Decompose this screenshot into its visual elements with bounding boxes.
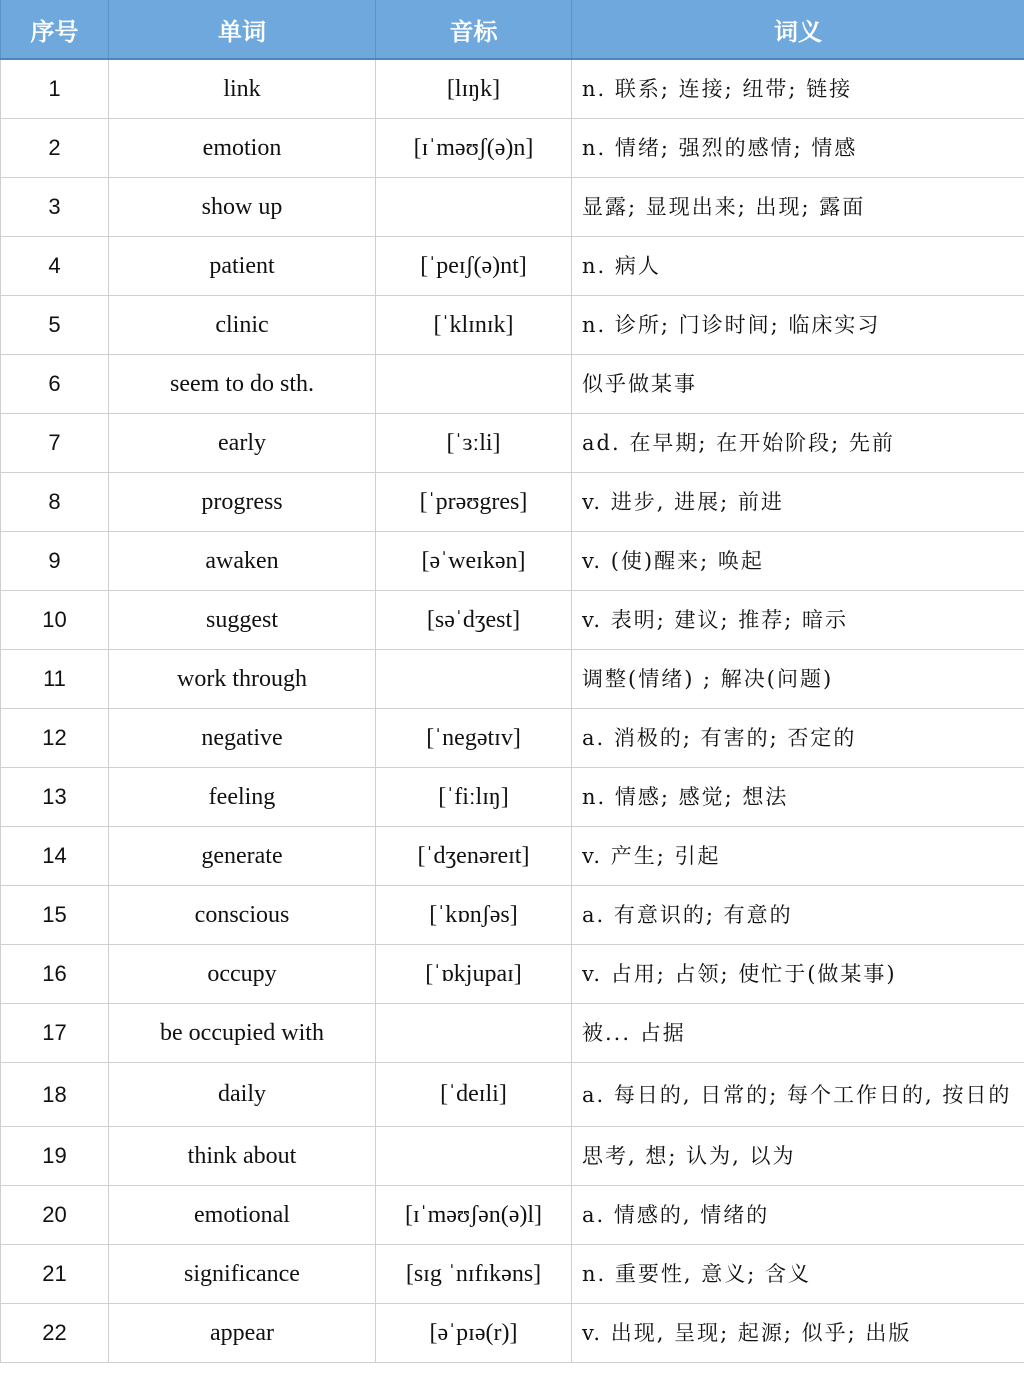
table-row: [1, 1186, 1024, 1245]
row-index: 14: [1, 827, 109, 886]
row-phonetic: [ɪˈməʊʃən(ə)l]: [376, 1186, 572, 1245]
row-index: 16: [1, 945, 109, 1004]
row-phonetic: [ˈprəʊgres]: [376, 473, 572, 532]
row-index: 15: [1, 886, 109, 945]
row-index: 21: [1, 1245, 109, 1304]
row-index: 7: [1, 414, 109, 473]
table-row: [1, 1304, 1024, 1363]
row-phonetic: [ˈkɒnʃəs]: [376, 886, 572, 945]
row-phonetic: [376, 355, 572, 414]
row-word: occupy: [109, 945, 376, 1004]
table-row: [1, 414, 1024, 473]
header-phonetic: 音标: [376, 0, 572, 59]
table-row: [1, 473, 1024, 532]
table-row: [1, 768, 1024, 827]
row-meaning: v. 出现, 呈现; 起源; 似乎; 出版: [572, 1304, 1024, 1363]
row-word: early: [109, 414, 376, 473]
row-index: 12: [1, 709, 109, 768]
table-row: [1, 827, 1024, 886]
row-meaning: v. 表明; 建议; 推荐; 暗示: [572, 591, 1024, 650]
row-meaning: n. 病人: [572, 237, 1024, 296]
table-row: [1, 1127, 1024, 1186]
row-index: 10: [1, 591, 109, 650]
row-meaning: n. 联系; 连接; 纽带; 链接: [572, 59, 1024, 119]
row-index: 2: [1, 119, 109, 178]
table-row: [1, 1063, 1024, 1127]
header-index: 序号: [1, 0, 109, 59]
row-phonetic: [ˈdeɪli]: [376, 1063, 572, 1127]
row-phonetic: [sɪg ˈnɪfɪkəns]: [376, 1245, 572, 1304]
row-index: 8: [1, 473, 109, 532]
row-phonetic: [376, 650, 572, 709]
row-phonetic: [ˈfiːlɪŋ]: [376, 768, 572, 827]
row-meaning: a. 有意识的; 有意的: [572, 886, 1024, 945]
row-word: emotional: [109, 1186, 376, 1245]
table-row: [1, 1245, 1024, 1304]
row-phonetic: [səˈdʒest]: [376, 591, 572, 650]
row-phonetic: [ɪˈməʊʃ(ə)n]: [376, 119, 572, 178]
row-word: feeling: [109, 768, 376, 827]
row-word: show up: [109, 178, 376, 237]
table-row: [1, 237, 1024, 296]
row-word: appear: [109, 1304, 376, 1363]
row-meaning: ad. 在早期; 在开始阶段; 先前: [572, 414, 1024, 473]
row-meaning: n. 重要性, 意义; 含义: [572, 1245, 1024, 1304]
row-phonetic: [ˈnegətɪv]: [376, 709, 572, 768]
row-word: awaken: [109, 532, 376, 591]
row-meaning: 调整(情绪) ; 解决(问题): [572, 650, 1024, 709]
row-meaning: n. 情感; 感觉; 想法: [572, 768, 1024, 827]
header-word: 单词: [109, 0, 376, 59]
table-row: [1, 296, 1024, 355]
row-word: daily: [109, 1063, 376, 1127]
table-row: [1, 709, 1024, 768]
header-row: [1, 0, 1024, 59]
row-index: 3: [1, 178, 109, 237]
row-index: 6: [1, 355, 109, 414]
row-meaning: n. 情绪; 强烈的感情; 情感: [572, 119, 1024, 178]
row-phonetic: [376, 1127, 572, 1186]
row-phonetic: [ˈpeɪʃ(ə)nt]: [376, 237, 572, 296]
row-index: 20: [1, 1186, 109, 1245]
row-phonetic: [ˈklɪnɪk]: [376, 296, 572, 355]
table-row: [1, 650, 1024, 709]
row-phonetic: [əˈpɪə(r)]: [376, 1304, 572, 1363]
row-meaning: v. 产生; 引起: [572, 827, 1024, 886]
row-meaning: v. 占用; 占领; 使忙于(做某事): [572, 945, 1024, 1004]
row-phonetic: [lɪŋk]: [376, 59, 572, 119]
row-word: be occupied with: [109, 1004, 376, 1063]
row-word: emotion: [109, 119, 376, 178]
row-word: think about: [109, 1127, 376, 1186]
row-phonetic: [ˈɒkjupaɪ]: [376, 945, 572, 1004]
row-meaning: a. 每日的, 日常的; 每个工作日的, 按日的: [572, 1063, 1024, 1127]
row-word: negative: [109, 709, 376, 768]
row-word: suggest: [109, 591, 376, 650]
row-phonetic: [376, 178, 572, 237]
row-meaning: v. 进步, 进展; 前进: [572, 473, 1024, 532]
row-word: seem to do sth.: [109, 355, 376, 414]
row-meaning: 思考, 想; 认为, 以为: [572, 1127, 1024, 1186]
row-word: significance: [109, 1245, 376, 1304]
table-row: [1, 178, 1024, 237]
row-meaning: 显露; 显现出来; 出现; 露面: [572, 178, 1024, 237]
row-word: progress: [109, 473, 376, 532]
row-meaning: 被... 占据: [572, 1004, 1024, 1063]
row-word: patient: [109, 237, 376, 296]
row-meaning: n. 诊所; 门诊时间; 临床实习: [572, 296, 1024, 355]
row-meaning: a. 情感的, 情绪的: [572, 1186, 1024, 1245]
row-index: 17: [1, 1004, 109, 1063]
row-index: 19: [1, 1127, 109, 1186]
table-row: [1, 945, 1024, 1004]
table-row: [1, 532, 1024, 591]
table-row: [1, 886, 1024, 945]
row-phonetic: [376, 1004, 572, 1063]
row-index: 5: [1, 296, 109, 355]
row-index: 13: [1, 768, 109, 827]
row-meaning: v. (使)醒来; 唤起: [572, 532, 1024, 591]
table-row: [1, 59, 1024, 119]
header-meaning: 词义: [572, 0, 1024, 59]
row-word: generate: [109, 827, 376, 886]
row-meaning: 似乎做某事: [572, 355, 1024, 414]
row-word: link: [109, 59, 376, 119]
table-row: [1, 119, 1024, 178]
row-phonetic: [ˈɜːli]: [376, 414, 572, 473]
row-meaning: a. 消极的; 有害的; 否定的: [572, 709, 1024, 768]
row-index: 22: [1, 1304, 109, 1363]
row-phonetic: [ˈdʒenəreɪt]: [376, 827, 572, 886]
row-word: work through: [109, 650, 376, 709]
row-index: 1: [1, 59, 109, 119]
row-phonetic: [əˈweɪkən]: [376, 532, 572, 591]
table-row: [1, 355, 1024, 414]
row-word: conscious: [109, 886, 376, 945]
table-row: [1, 1004, 1024, 1063]
row-index: 9: [1, 532, 109, 591]
row-index: 4: [1, 237, 109, 296]
row-index: 11: [1, 650, 109, 709]
row-word: clinic: [109, 296, 376, 355]
row-index: 18: [1, 1063, 109, 1127]
table-row: [1, 591, 1024, 650]
